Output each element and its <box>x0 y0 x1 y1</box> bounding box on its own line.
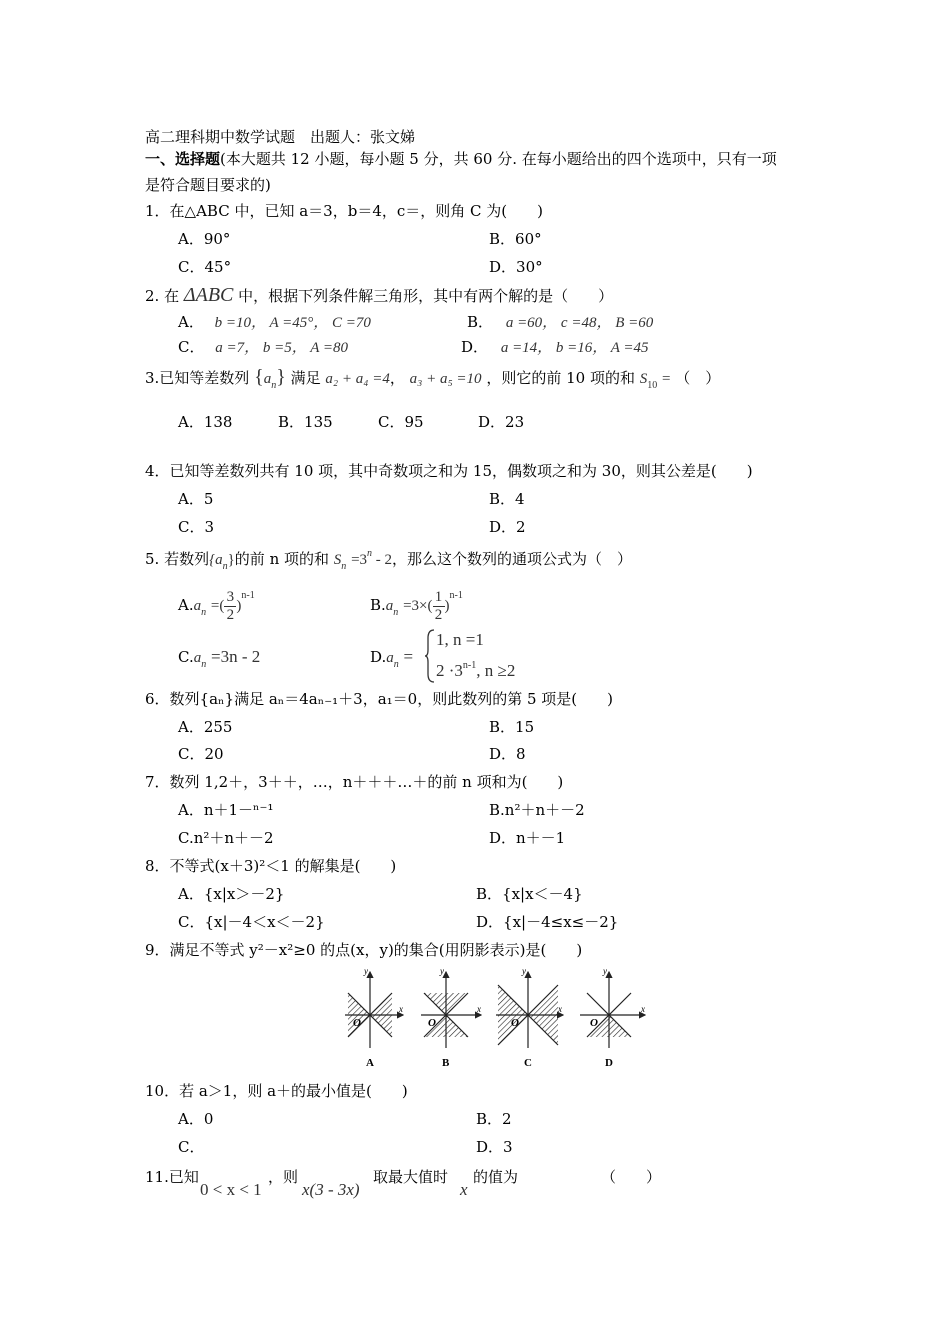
q9-d-y-label: y <box>603 966 607 976</box>
q5-seq-sub: n <box>222 561 228 572</box>
q5-d-case2 <box>436 661 515 684</box>
q9-figures <box>335 964 655 1072</box>
q5-b-sub: n <box>393 607 399 618</box>
question-10-option-b: B．2 <box>476 1110 512 1128</box>
question-5-option-a <box>178 583 255 627</box>
q5-a-exp: n-1 <box>241 590 255 601</box>
question-8-option-d: D．{x|－4≤x≤－2} <box>476 913 619 931</box>
question-5-option-c <box>178 647 260 670</box>
q9-figure-a <box>345 966 403 1069</box>
q9-figure-d <box>580 966 645 1069</box>
q9-b-y-label: y <box>440 966 444 976</box>
q5-a-den: 2 <box>226 606 235 623</box>
q5-c-sub: n <box>201 659 207 670</box>
question-3-option-a: A．138 <box>178 413 233 431</box>
question-10-option-a: A．0 <box>178 1110 214 1128</box>
question-3-stem: 3.已知等差数列 $\{a_n\}$ 满足 a₂ + a₄ =4， a₃ + a₅ =10 ，则它的前 10 项的和 $S_{10}$ = （ ） <box>145 366 721 391</box>
q9-label-a: A <box>366 1057 374 1069</box>
q9-label-b: B <box>442 1057 450 1069</box>
q3-stem-post: ，则它的前 10 项的和 <box>486 369 635 387</box>
q2-a-text: b =10， A =45°， C =70 <box>214 315 371 331</box>
q5-d-sub: n <box>393 659 399 670</box>
question-5-stem <box>145 549 632 572</box>
q9-c-x-label: x <box>558 1004 562 1014</box>
q9-d-x-label: x <box>641 1004 645 1014</box>
question-8-option-b: B．{x|x＜－4} <box>476 885 583 903</box>
question-7-stem: 7．数列 1,2＋，3＋＋，…，n＋＋＋…＋的前 n 项和为( ) <box>145 773 564 791</box>
q11-stem-mid2: 取最大值时 <box>373 1168 449 1186</box>
question-3-option-d: D．23 <box>478 413 525 431</box>
question-4-option-b: B．4 <box>489 490 525 508</box>
q5-b-fraction <box>433 589 445 624</box>
section-description: (本大题共 12 小题，每小题 5 分，共 60 分. 在每小题给出的四个选项中，只有一项 <box>220 150 777 168</box>
question-8-stem: 8．不等式(x＋3)²＜1 的解集是( ) <box>145 857 397 875</box>
q2-b-label: B． <box>467 313 494 331</box>
q5-a-fraction <box>224 589 236 624</box>
q5-stem-post: ，那么这个数列的通项公式为（ ） <box>392 550 633 568</box>
q5-stem-pre: 5. 若数列 <box>145 550 210 568</box>
question-7-option-b: B.n²＋n＋－2 <box>489 801 585 819</box>
question-9-stem: 9．满足不等式 y²－x²≥0 的点(x，y)的集合(用阴影表示)是( ) <box>145 941 583 959</box>
section-heading <box>145 149 777 169</box>
q2-stem-pre: 2. 在 <box>145 287 180 305</box>
q9-d-origin: O <box>590 1017 598 1029</box>
q11-condition: 0 < x < 1 <box>200 1180 262 1199</box>
q5-d-case2b: , n ≥2 <box>476 661 516 680</box>
q5-a-eq: =( <box>210 598 225 614</box>
q5-c-lhs: a <box>193 650 202 666</box>
q5-sum-sub: n <box>341 561 347 572</box>
q5-c-rhs: =3n - 2 <box>211 647 261 666</box>
q5-stem-mid: 的前 n 项的和 <box>234 550 329 568</box>
q9-b-x-label: x <box>477 1004 481 1014</box>
q3-cond1: a₂ + a₄ =4 <box>325 371 390 387</box>
question-6-stem: 6．数列{aₙ}满足 aₙ＝4aₙ₋₁＋3，a₁＝0，则此数列的第 5 项是( ) <box>145 690 613 708</box>
q3-stem-pre: 3.已知等差数列 <box>145 369 250 387</box>
question-10-option-d: D．3 <box>476 1138 513 1156</box>
q5-d-case2-exp: n-1 <box>462 660 477 671</box>
q5-sum: S <box>333 552 342 568</box>
q2-c-label: C． <box>178 338 205 356</box>
q2-d-text: a =14， b =16， A =45 <box>500 340 649 356</box>
question-4-option-d: D．2 <box>489 518 526 536</box>
question-6-option-d: D．8 <box>489 745 526 763</box>
question-8-option-c: C．{x|－4＜x＜－2} <box>178 913 325 931</box>
q5-d-case1: 1, n =1 <box>436 630 484 649</box>
q3-sum-sub: 10 <box>647 380 658 391</box>
question-1-option-c: C．45° <box>178 258 232 276</box>
q11-paren: （ ） <box>601 1168 662 1186</box>
question-10-stem: 10．若 a＞1，则 a＋的最小值是( ) <box>145 1082 408 1100</box>
q5-sum-rhs: =3 <box>351 552 368 568</box>
question-2-option-d <box>461 337 649 358</box>
q2-b-text: a =60， c =48， B =60 <box>505 315 654 331</box>
q5-a-sub: n <box>201 607 207 618</box>
q5-b-num: 1 <box>434 588 443 605</box>
question-6-option-b: B．15 <box>489 718 535 736</box>
q5-d-label: D. <box>370 648 387 666</box>
q5-d-eq: = <box>403 647 414 666</box>
question-11-stem <box>145 1167 199 1187</box>
question-5-option-d <box>370 647 413 670</box>
question-6-option-a: A．255 <box>178 718 233 736</box>
q3-cond2: a₃ + a₅ =10 <box>409 371 482 387</box>
question-1-option-d: D．30° <box>489 258 543 276</box>
q3-sum: S <box>639 371 648 387</box>
q2-c-text: a =7， b =5， A =80 <box>215 340 349 356</box>
question-5-option-b <box>370 583 463 627</box>
q9-figure-c <box>496 966 563 1069</box>
question-1-option-b: B．60° <box>489 230 542 248</box>
question-6-option-c: C．20 <box>178 745 224 763</box>
q2-a-label: A． <box>178 313 204 331</box>
question-2-option-b <box>467 312 653 333</box>
q3-sum-eq: = <box>662 371 671 387</box>
q5-b-label: B. <box>370 596 386 614</box>
question-3-option-c: C．95 <box>378 413 424 431</box>
q5-b-close: ) <box>444 598 450 614</box>
question-2-stem <box>145 285 613 306</box>
q9-figure-b <box>421 966 481 1069</box>
question-4-option-c: C．3 <box>178 518 215 536</box>
question-7-option-a: A．n＋1－ⁿ⁻¹ <box>178 801 274 819</box>
exam-header: 高二理科期中数学试题 出题人：张文娣 <box>145 128 416 146</box>
q9-a-x-label: x <box>399 1004 403 1014</box>
q11-stem-post: 的值为 <box>473 1168 519 1186</box>
q2-triangle: ΔABC <box>183 284 234 306</box>
question-7-option-c: C.n²＋n＋－2 <box>178 829 274 847</box>
q11-stem-pre: 11.已知 <box>145 1168 199 1186</box>
q9-a-y-label: y <box>364 966 368 976</box>
q5-d-lhs: a <box>386 650 394 666</box>
q5-seq-close: } <box>227 552 235 568</box>
q5-sum-tail: - 2 <box>372 552 393 568</box>
question-1-stem: 1．在△ABC 中，已知 a＝3，b＝4，c＝，则角 C 为( ) <box>145 202 543 220</box>
q11-variable: x <box>460 1180 468 1199</box>
q9-label-d: D <box>605 1057 613 1069</box>
question-1-option-a: A．90° <box>178 230 231 248</box>
q5-b-eq: =3×( <box>403 598 433 614</box>
q9-a-origin: O <box>353 1017 361 1029</box>
q5-sum-exp: n <box>367 548 373 559</box>
q5-b-lhs: a <box>385 598 394 614</box>
question-8-option-a: A．{x|x＞－2} <box>178 885 285 903</box>
question-2-option-a <box>178 312 371 333</box>
question-2-option-c <box>178 337 348 358</box>
q5-a-num: 3 <box>226 588 235 605</box>
question-10-option-c: C． <box>178 1138 205 1156</box>
q5-c-label: C. <box>178 648 194 666</box>
question-3-option-b: B．135 <box>278 413 333 431</box>
q2-stem-post: 中，根据下列条件解三角形，其中有两个解的是（ ） <box>238 287 614 305</box>
section-description-cont: 是符合题目要求的) <box>145 176 271 194</box>
q5-a-label: A. <box>178 596 194 614</box>
q3-seq: a <box>263 371 272 387</box>
q9-c-y-label: y <box>522 966 526 976</box>
q5-d-case2a: 2 ·3 <box>436 661 463 680</box>
q5-b-den: 2 <box>434 606 443 623</box>
question-4-option-a: A．5 <box>178 490 214 508</box>
q3-paren: （ ） <box>675 369 721 387</box>
q5-seq: {a <box>209 552 223 568</box>
q3-seq-sub: n <box>271 380 277 391</box>
q5-d-brace <box>424 628 436 684</box>
q5-a-close: ) <box>236 598 242 614</box>
q11-stem-mid: ，则 <box>268 1168 299 1186</box>
q2-d-label: D． <box>461 338 489 356</box>
q9-label-c: C <box>524 1057 532 1069</box>
q5-a-lhs: a <box>193 598 202 614</box>
q3-stem-mid: 满足 <box>290 369 321 387</box>
question-7-option-d: D．n＋－1 <box>489 829 566 847</box>
q11-expression: x(3 - 3x) <box>302 1180 360 1199</box>
q5-b-exp: n-1 <box>449 590 463 601</box>
question-4-stem: 4．已知等差数列共有 10 项，其中奇数项之和为 15，偶数项之和为 30，则其公差是( ) <box>145 462 753 480</box>
q9-c-origin: O <box>511 1017 519 1029</box>
section-title: 一、选择题 <box>145 150 221 168</box>
q9-b-origin: O <box>428 1017 436 1029</box>
